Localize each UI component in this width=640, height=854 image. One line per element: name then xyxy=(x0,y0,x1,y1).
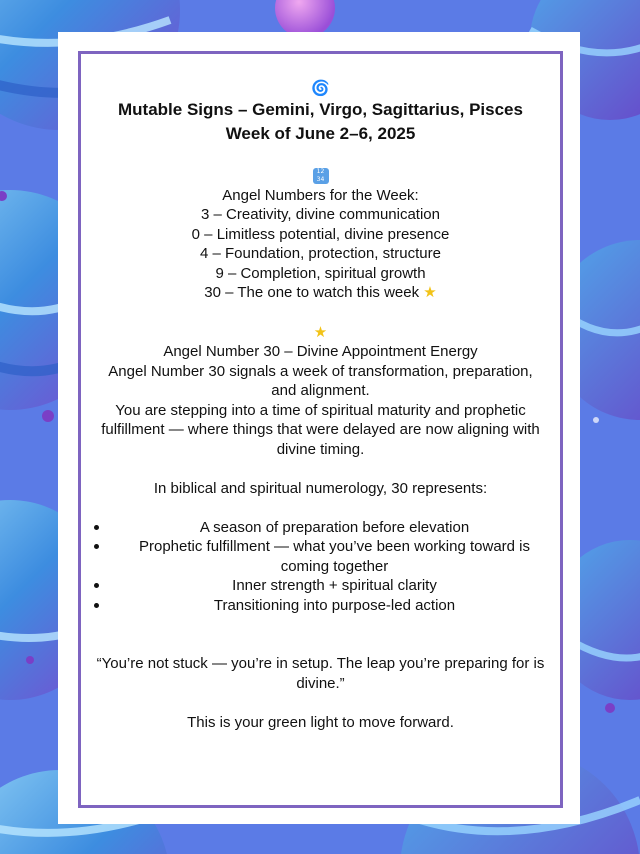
angel-number-item-4: 4 – Foundation, protection, structure xyxy=(200,245,441,262)
angel-number-item-3: 3 – Creativity, divine communication xyxy=(201,206,440,223)
glowing-star-icon: ★ xyxy=(423,283,437,301)
glowing-star-icon: ★ xyxy=(313,323,328,341)
angel-number-item-0: 0 – Limitless potential, divine presence xyxy=(191,225,450,243)
angel-number-item-30-text: 30 – The one to watch this week xyxy=(204,284,420,301)
angel-numbers-list xyxy=(81,205,560,303)
paragraph-stepping: You are stepping into a time of spiritual maturity and prophetic fulfillment — where things that were delayed are now aligning with divine timing. xyxy=(101,401,540,458)
spacer xyxy=(81,615,560,635)
content-frame xyxy=(78,51,563,808)
spacer xyxy=(81,693,560,713)
post-title xyxy=(81,98,560,146)
list-item: Transitioning into purpose-led action xyxy=(81,596,560,616)
cyclone-icon: 🌀 xyxy=(311,79,330,97)
paragraph-signals: Angel Number 30 signals a week of transformation, preparation, and alignment. xyxy=(108,362,533,399)
closing-line: This is your green light to move forward. xyxy=(187,713,454,731)
section-heading-30: Angel Number 30 – Divine Appointment Energy xyxy=(163,343,478,360)
spacer xyxy=(81,635,560,655)
angel-number-item-9: 9 – Completion, spiritual growth xyxy=(215,264,426,282)
numerology-intro: In biblical and spiritual numerology, 30 represents: xyxy=(153,479,488,497)
angel-number-item-30 xyxy=(81,283,560,303)
angel-numbers-heading: Angel Numbers for the Week: xyxy=(222,186,419,204)
post-content xyxy=(81,54,560,732)
spacer xyxy=(81,303,560,323)
closing-quote: “You’re not stuck — you’re in setup. The leap you’re preparing for is divine.” xyxy=(96,655,545,692)
list-item: Inner strength + spiritual clarity xyxy=(81,576,560,596)
spacer xyxy=(81,146,560,166)
title-line-signs: Mutable Signs – Gemini, Virgo, Sagittarius, Pisces xyxy=(118,100,523,119)
list-item: Prophetic fulfillment — what you’ve been working toward is coming together xyxy=(81,537,560,576)
meaning-list xyxy=(81,518,560,616)
input-numbers-icon: 12 34 xyxy=(81,166,560,186)
title-line-week: Week of June 2–6, 2025 xyxy=(225,124,416,143)
spacer xyxy=(81,498,560,518)
spacer xyxy=(81,459,560,479)
list-item: A season of preparation before elevation xyxy=(81,518,560,538)
content-card xyxy=(58,32,580,824)
